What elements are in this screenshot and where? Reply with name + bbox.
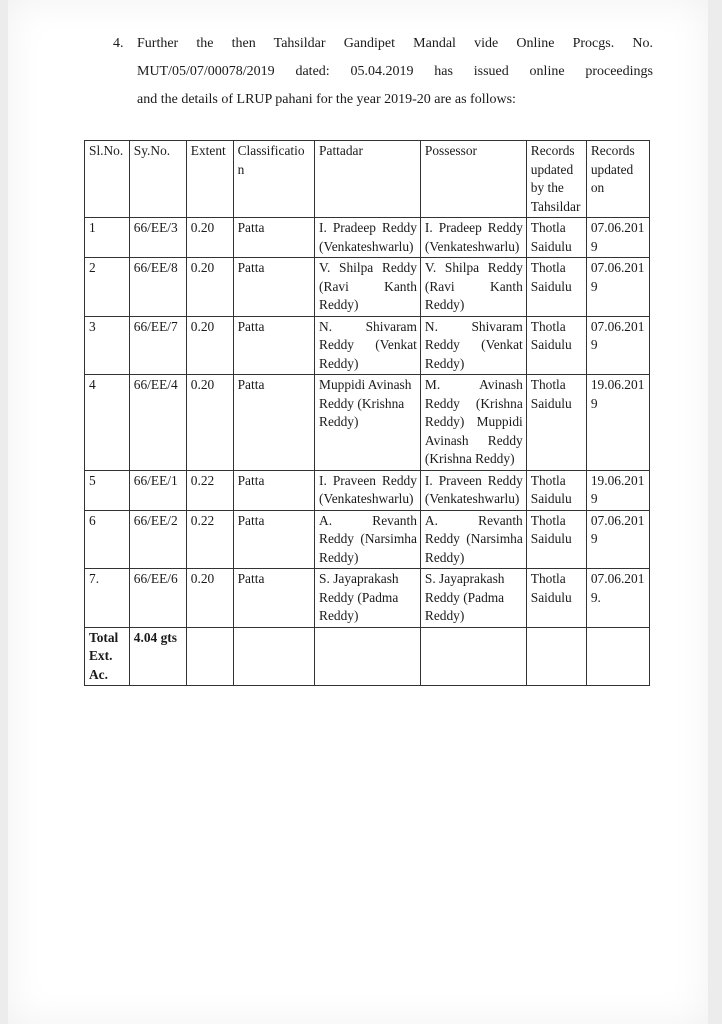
table-row [85, 375, 650, 471]
cell-classification: Patta [233, 375, 314, 471]
paragraph-4 [113, 30, 653, 114]
table-row [85, 510, 650, 569]
cell-possessor: N. Shivaram Reddy (Venkat Reddy) [420, 316, 526, 375]
cell-possessor: A. Revanth Reddy (Narsimha Reddy) [420, 510, 526, 569]
table-row [85, 316, 650, 375]
table-row [85, 569, 650, 628]
cell-sl-no: 3 [85, 316, 130, 375]
cell-classification: Patta [233, 510, 314, 569]
cell-pattadar: V. Shilpa Reddy (Ravi Kanth Reddy) [315, 258, 421, 317]
total-extent: 4.04 gts [129, 627, 186, 686]
cell-updated-by: Thotla Saidulu [526, 258, 586, 317]
cell-updated-by: Thotla Saidulu [526, 218, 586, 258]
paragraph-number: 4. [113, 36, 124, 51]
document-page [8, 0, 708, 1024]
cell-classification: Patta [233, 316, 314, 375]
cell-pattadar: A. Revanth Reddy (Narsimha Reddy) [315, 510, 421, 569]
cell-possessor: M. Avinash Reddy (Krishna Reddy) Muppidi Avinash Reddy (Krishna Reddy) [420, 375, 526, 471]
paragraph-line-1: 4. Further the then Tahsildar Gandipet Mandal vide Online Procgs. No. [113, 30, 653, 58]
header-classification: Classification [233, 141, 314, 218]
cell-updated-by: Thotla Saidulu [526, 375, 586, 471]
cell-sy-no: 66/EE/4 [129, 375, 186, 471]
header-sl-no: Sl.No. [85, 141, 130, 218]
cell-pattadar: I. Praveen Reddy (Venkateshwarlu) [315, 470, 421, 510]
paragraph-line-2: MUT/05/07/00078/2019 dated: 05.04.2019 has issued online proceedings [137, 64, 653, 79]
cell-sl-no: 5 [85, 470, 130, 510]
header-possessor: Possessor [420, 141, 526, 218]
cell-updated-on: 07.06.2019 [586, 258, 649, 317]
header-pattadar: Pattadar [315, 141, 421, 218]
cell-sy-no: 66/EE/6 [129, 569, 186, 628]
table-row [85, 470, 650, 510]
cell-classification: Patta [233, 470, 314, 510]
cell-extent: 0.20 [186, 375, 233, 471]
cell-sy-no: 66/EE/7 [129, 316, 186, 375]
cell-updated-on: 07.06.2019 [586, 316, 649, 375]
cell-extent: 0.20 [186, 218, 233, 258]
cell-updated-on: 07.06.2019 [586, 218, 649, 258]
cell-possessor: I. Praveen Reddy (Venkateshwarlu) [420, 470, 526, 510]
cell-sl-no: 1 [85, 218, 130, 258]
table-row [85, 258, 650, 317]
cell-classification: Patta [233, 258, 314, 317]
cell-pattadar: Muppidi Avinash Reddy (Krishna Reddy) [315, 375, 421, 471]
header-extent: Extent [186, 141, 233, 218]
cell-extent: 0.22 [186, 470, 233, 510]
cell-updated-by: Thotla Saidulu [526, 316, 586, 375]
cell-sy-no: 66/EE/2 [129, 510, 186, 569]
cell-updated-on: 19.06.2019 [586, 375, 649, 471]
cell-sl-no: 2 [85, 258, 130, 317]
cell-sy-no: 66/EE/1 [129, 470, 186, 510]
header-updated-on: Records updated on [586, 141, 649, 218]
table-row [85, 218, 650, 258]
cell-extent: 0.20 [186, 258, 233, 317]
header-updated-by: Records updated by the Tahsildar [526, 141, 586, 218]
table-total-row [85, 627, 650, 686]
cell-classification: Patta [233, 218, 314, 258]
cell-extent: 0.20 [186, 316, 233, 375]
cell-pattadar: N. Shivaram Reddy (Venkat Reddy) [315, 316, 421, 375]
header-sy-no: Sy.No. [129, 141, 186, 218]
cell-possessor: I. Pradeep Reddy (Venkateshwarlu) [420, 218, 526, 258]
cell-updated-on: 07.06.2019 [586, 510, 649, 569]
table-header-row [85, 141, 650, 218]
cell-updated-by: Thotla Saidulu [526, 470, 586, 510]
cell-sl-no: 4 [85, 375, 130, 471]
cell-updated-on: 07.06.2019. [586, 569, 649, 628]
cell-sl-no: 6 [85, 510, 130, 569]
cell-pattadar: S. Jayaprakash Reddy (Padma Reddy) [315, 569, 421, 628]
cell-pattadar: I. Pradeep Reddy (Venkateshwarlu) [315, 218, 421, 258]
total-label: Total Ext. Ac. [85, 627, 130, 686]
cell-updated-on: 19.06.2019 [586, 470, 649, 510]
cell-sy-no: 66/EE/3 [129, 218, 186, 258]
cell-extent: 0.20 [186, 569, 233, 628]
cell-extent: 0.22 [186, 510, 233, 569]
cell-updated-by: Thotla Saidulu [526, 510, 586, 569]
cell-possessor: S. Jayaprakash Reddy (Padma Reddy) [420, 569, 526, 628]
cell-updated-by: Thotla Saidulu [526, 569, 586, 628]
lrup-pahani-table [84, 140, 650, 686]
paragraph-line-3: and the details of LRUP pahani for the year 2019-20 are as follows: [137, 92, 516, 107]
cell-classification: Patta [233, 569, 314, 628]
cell-sl-no: 7. [85, 569, 130, 628]
cell-sy-no: 66/EE/8 [129, 258, 186, 317]
cell-possessor: V. Shilpa Reddy (Ravi Kanth Reddy) [420, 258, 526, 317]
